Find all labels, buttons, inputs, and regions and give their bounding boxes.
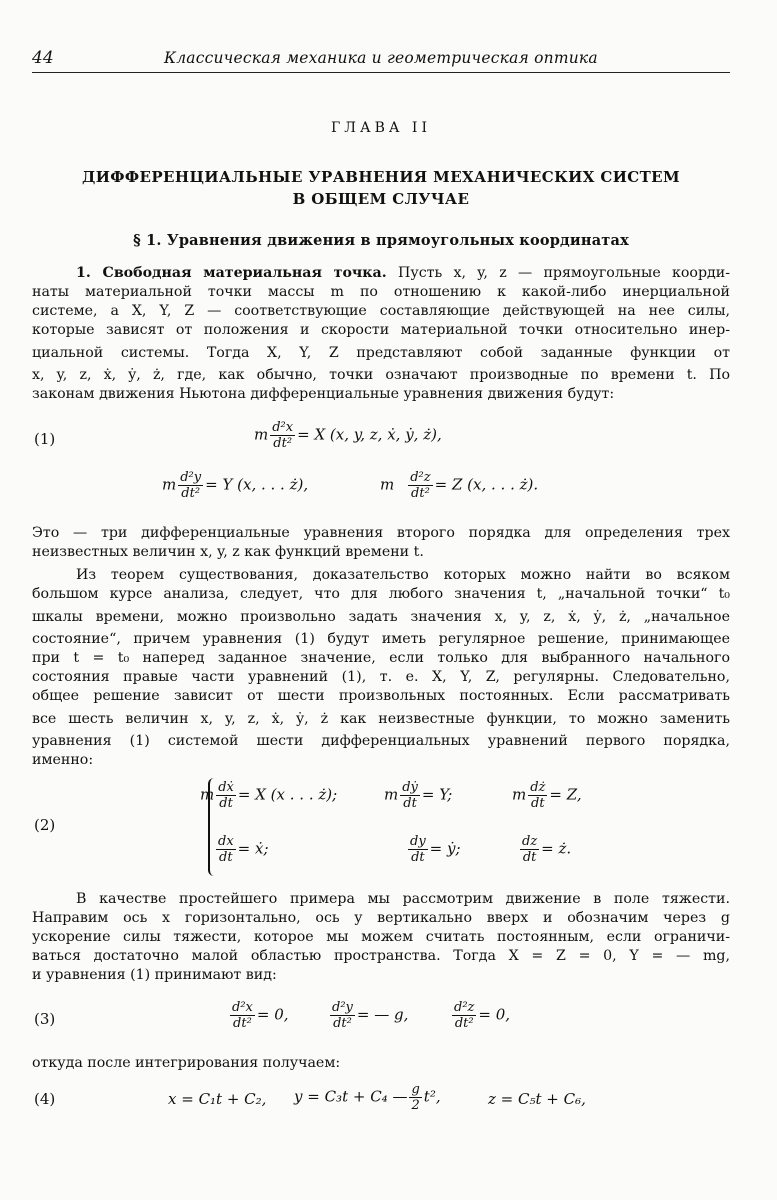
denominator: 2 — [411, 1098, 420, 1113]
paragraph-line: наты материальной точки массы m по отношению к какой-либо инерциальной — [32, 284, 730, 300]
equation-2-row-1 — [32, 780, 730, 820]
equation-1-y — [162, 470, 308, 501]
paragraph-line: шкалы времени, можно произвольно задать значения x, y, z, ẋ, ẏ, ż, „начальное — [32, 609, 730, 625]
paragraph-5 — [32, 1054, 730, 1073]
equation-1 — [32, 420, 730, 460]
paragraph-3 — [32, 566, 730, 770]
paragraph-line: уравнения (1) системой шести дифференциальных уравнений первого порядка, — [32, 733, 730, 749]
fraction — [528, 780, 547, 811]
fraction — [409, 1082, 421, 1113]
paragraph-line: общее решение зависит от шести произвольных постоянных. Если рассматривать — [32, 688, 730, 704]
eq-rhs: = Y (x, . . . ż), — [205, 475, 309, 494]
fraction — [216, 780, 236, 811]
paragraph-1 — [32, 264, 730, 404]
paragraph-line — [32, 264, 730, 283]
numerator: dx — [218, 834, 234, 849]
chapter-title-line-1: ДИФФЕРЕНЦИАЛЬНЫЕ УРАВНЕНИЯ МЕХАНИЧЕСКИХ СИСТЕМ — [81, 168, 681, 186]
paragraph-line: ускорение силы тяжести, которое мы можем считать постоянным, если ограничи- — [32, 929, 730, 945]
page-header — [32, 48, 730, 70]
denominator: dt² — [273, 436, 293, 451]
numerator: d²y — [332, 1000, 353, 1015]
paragraph-line: все шесть величин x, y, z, ẋ, ẏ, ż как неизвестные функции, то можно заменить — [32, 711, 730, 727]
fraction — [230, 1000, 255, 1031]
fraction — [408, 834, 428, 865]
eq-rhs: = ẏ; — [429, 839, 461, 858]
denominator: dt — [403, 796, 417, 811]
eq-term: y = C₃t + C₄ — — [294, 1087, 408, 1106]
chapter-label: ГЛАВА II — [331, 120, 431, 136]
numerator: dy — [410, 834, 426, 849]
equation-4-y — [294, 1082, 441, 1113]
eq-rhs: = ẋ; — [237, 839, 269, 858]
equation-3-x — [228, 1000, 289, 1031]
denominator: dt — [219, 850, 233, 865]
equation-2-r1c1 — [200, 780, 337, 811]
denominator: dt — [531, 796, 545, 811]
equation-3 — [32, 1000, 730, 1040]
numerator: dẏ — [402, 780, 418, 795]
numerator: d²x — [232, 1000, 253, 1015]
equation-1-line-1 — [254, 420, 442, 451]
numerator: d²y — [180, 470, 202, 485]
fraction — [520, 834, 539, 865]
fraction — [178, 470, 203, 501]
numerator: dż — [530, 780, 546, 795]
equation-number: (4) — [34, 1090, 56, 1108]
paragraph-line: циальной системы. Тогда X, Y, Z представляют собой заданные функции от — [32, 345, 730, 361]
paragraph-line: ваться достаточно малой областью пространства. Тогда X = Z = 0, Y = — mg, — [32, 948, 730, 964]
equation-2-r1c3 — [512, 780, 582, 811]
denominator: dt² — [411, 486, 430, 501]
denominator: dt² — [181, 486, 201, 501]
paragraph-line: именно: — [32, 752, 94, 768]
denominator: dt² — [333, 1016, 352, 1031]
paragraph-line: неизвестных величин x, y, z как функций времени t. — [32, 544, 424, 560]
eq-coefficient: m — [384, 785, 399, 804]
paragraph-line: системе, а X, Y, Z — соответствующие составляющие действующей на нее силы, — [32, 303, 730, 319]
eq-rhs: = Z (x, . . . ż). — [434, 475, 539, 494]
numerator: d²x — [272, 420, 294, 435]
equation-2-r2c2 — [406, 834, 461, 865]
paragraph-line: состояния правые части уравнений (1), т. е. X, Y, Z, регулярны. Следовательно, — [32, 669, 730, 685]
paragraph-4 — [32, 890, 730, 985]
paragraph-line: большом курсе анализа, следует, что для любого значения t, „начальной точки“ t₀ — [32, 586, 730, 602]
eq-coefficient: m — [162, 475, 177, 494]
equation-4 — [32, 1082, 730, 1122]
equation-2-row-2 — [32, 834, 730, 874]
section-title: § 1. Уравнения движения в прямоугольных координатах — [133, 232, 629, 249]
denominator: dt² — [233, 1016, 252, 1031]
eq-rhs: = 0, — [478, 1005, 511, 1024]
denominator: dt — [219, 796, 233, 811]
paragraph-line: и уравнения (1) принимают вид: — [32, 967, 277, 983]
numerator: d²z — [454, 1000, 475, 1015]
equation-1-line-2 — [32, 470, 730, 510]
eq-rhs: = ż. — [541, 839, 572, 858]
fraction — [330, 1000, 355, 1031]
equation-2-r1c2 — [384, 780, 452, 811]
paragraph-line: Это — три дифференциальные уравнения второго порядка для определения трех — [32, 525, 730, 541]
equation-4-z: z = C₅t + C₆, — [488, 1090, 586, 1108]
fraction — [452, 1000, 476, 1031]
paragraph-line: состояние“, причем уравнения (1) будут иметь регулярное решение, принимающее — [32, 631, 730, 647]
denominator: dt — [522, 850, 537, 865]
equation-4-x: x = C₁t + C₂, — [168, 1090, 267, 1108]
equation-number: (3) — [34, 1010, 56, 1028]
paragraph-line: Из теорем существования, доказательство которых можно найти во всяком — [76, 567, 730, 583]
paragraph-line: x, y, z, ẋ, ẏ, ż, где, как обычно, точки означают производные по времени t. По — [32, 367, 730, 383]
paragraph-lead: 1. Свободная материальная точка. — [76, 265, 387, 281]
equation-3-y — [328, 1000, 408, 1031]
eq-rhs: = X (x . . . ż); — [237, 785, 338, 804]
running-title: Классическая механика и геометрическая оптика — [164, 49, 598, 67]
paragraph-line: откуда после интегрирования получаем: — [32, 1055, 341, 1071]
eq-coefficient: m — [254, 425, 269, 444]
equation-3-z — [450, 1000, 510, 1031]
paragraph-line: Направим ось x горизонтально, ось y вертикально вверх и обозначим через g — [32, 910, 730, 926]
header-rule — [32, 72, 730, 73]
denominator: dt² — [454, 1016, 474, 1031]
numerator: d²z — [410, 470, 431, 485]
paragraph-line: при t = t₀ наперед заданное значение, если только для выбранного начального — [32, 650, 730, 666]
paragraph-line: которые зависят от положения и скорости материальной точки относительно инер- — [32, 322, 730, 338]
chapter-title-line-2: В ОБЩЕМ СЛУЧАЕ — [292, 190, 470, 208]
fraction — [400, 780, 420, 811]
fraction — [408, 470, 432, 501]
eq-rhs: = 0, — [256, 1005, 289, 1024]
paragraph-line: законам движения Ньютона дифференциальные уравнения движения будут: — [32, 386, 615, 402]
eq-coefficient: m — [200, 785, 215, 804]
fraction — [270, 420, 295, 451]
equation-number: (2) — [34, 816, 56, 834]
equation-2-r2c1 — [214, 834, 269, 865]
numerator: dz — [522, 834, 538, 849]
equation-1-z — [380, 470, 538, 501]
paragraph-line: В качестве простейшего примера мы рассмотрим движение в поле тяжести. — [76, 891, 730, 907]
denominator: dt — [411, 850, 425, 865]
equation-2-r2c3 — [518, 834, 571, 865]
eq-rhs: = Z, — [549, 785, 582, 804]
chapter-title — [32, 166, 730, 210]
eq-coefficient: m — [512, 785, 527, 804]
eq-term: t², — [423, 1087, 441, 1106]
paragraph-line-text: Пусть x, y, z — прямоугольные коорди- — [397, 265, 731, 281]
equation-number: (1) — [34, 430, 56, 448]
eq-rhs: = X (x, y, z, ẋ, ẏ, ż), — [297, 425, 442, 444]
numerator: g — [411, 1082, 420, 1097]
eq-coefficient: m — [380, 475, 395, 494]
fraction — [216, 834, 236, 865]
book-page — [32, 0, 730, 1200]
eq-rhs: = Y; — [421, 785, 453, 804]
paragraph-2 — [32, 524, 730, 562]
numerator: dẋ — [218, 780, 234, 795]
eq-rhs: = — g, — [356, 1005, 409, 1024]
page-number: 44 — [32, 48, 54, 68]
